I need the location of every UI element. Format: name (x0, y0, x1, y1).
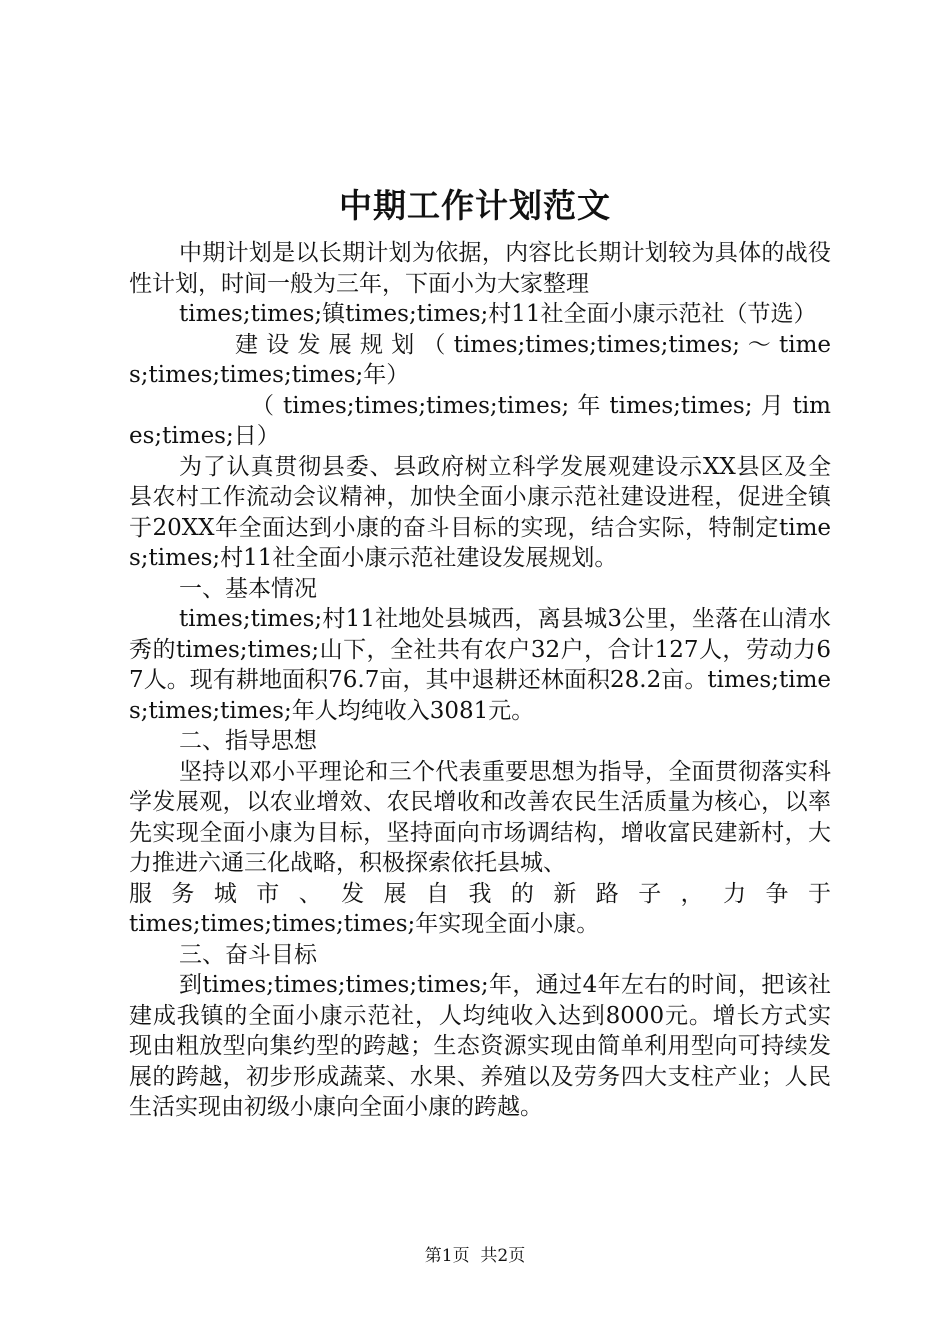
paragraph-guiding-thought: 坚持以邓小平理论和三个代表重要思想为指导，全面贯彻落实科学发展观，以农业增效、农民增收和改善农民生活质量为核心，以率先实现全面小康为目标，坚持面向市场调结构，增收富民建新村，大力推进六通三化战略，积极探索依托县城、 (129, 758, 831, 876)
paragraph-intro: 中期计划是以长期计划为依据，内容比长期计划较为具体的战役性计划，时间一般为三年，下面小为大家整理 (129, 240, 831, 297)
page-footer (0, 1244, 950, 1268)
paragraph-basic-situation: times;times;村11社地处县城西，离县城3公里，坐落在山清水秀的times;times;山下，全社共有农户32户，合计127人，劳动力67人。现有耕地面积76.7亩，其中退耕还林面积28.2亩。times;times;times;times;年人均纯收入3081元。 (129, 606, 831, 724)
paragraph-subtitle: times;times;镇times;times;村11社全面小康示范社（节选） (179, 301, 817, 327)
paragraph-goals: 到times;times;times;times;年，通过4年左右的时间，把该社建成我镇的全面小康示范社，人均纯收入达到8000元。增长方式实现由粗放型向集约型的跨越；生态资源实现由简单利用型向可持续发展的跨越，初步形成蔬菜、水果、养殖以及劳务四大支柱产业；人民生活实现由初级小康向全面小康的跨越。 (129, 972, 831, 1120)
page-number-label: 第1页 共2页 (424, 1246, 526, 1266)
paragraph-guiding-spread-line: 服 务 城 市 、 发 展 自 我 的 新 路 子 ， 力 争 于 (129, 880, 831, 907)
section-heading-guiding: 二、指导思想 (179, 728, 317, 754)
paragraph-date-line: （ times;times;times;times; 年 times;times; 月 times;times;日） (129, 392, 831, 449)
section-heading-goals: 三、奋斗目标 (179, 941, 317, 968)
document-body (129, 238, 831, 1123)
section-heading-basic: 一、基本情况 (179, 575, 317, 602)
paragraph-guiding-end: times;times;times;times;年实现全面小康。 (129, 911, 600, 937)
paragraph-plan-title: 建 设 发 展 规 划 （ times;times;times;times; ～ times;times;times;times;年） (129, 331, 831, 388)
document-title: 中期工作计划范文 (339, 186, 611, 225)
paragraph-preface: 为了认真贯彻县委、县政府树立科学发展观建设示XX县区及全县农村工作流动会议精神，加快全面小康示范社建设进程，促进全镇于20XX年全面达到小康的奋斗目标的实现，结合实际，特制定times;times;村11社全面小康示范社建设发展规划。 (129, 453, 831, 571)
